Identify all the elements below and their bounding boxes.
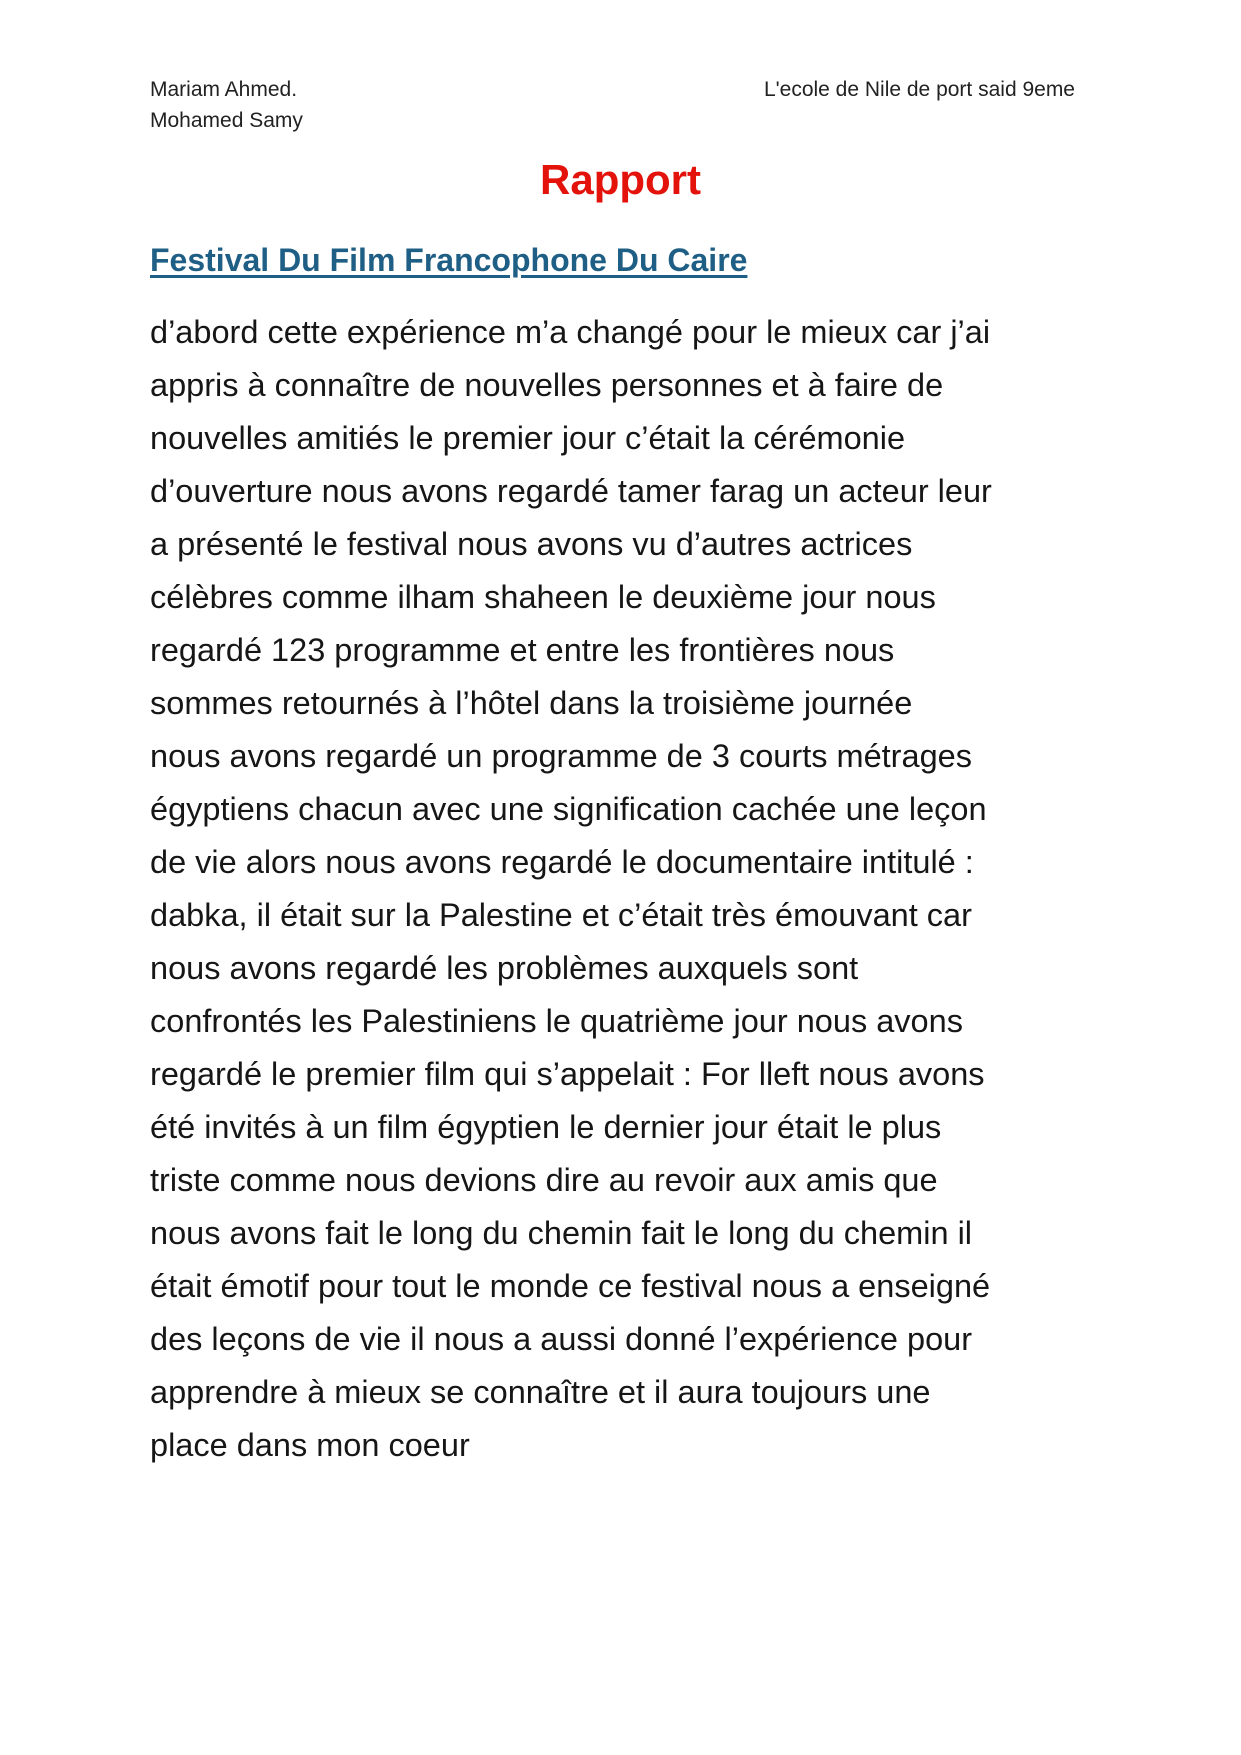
paragraph-line: nous avons fait le long du chemin fait le long du chemin il [150, 1215, 973, 1251]
paragraph-line: dabka, il était sur la Palestine et c’était très émouvant car [150, 897, 972, 933]
paragraph-line: confrontés les Palestiniens le quatrième jour nous avons [150, 1003, 963, 1039]
paragraph-line: regardé 123 programme et entre les frontières nous [150, 632, 895, 668]
paragraph-line: sommes retournés à l’hôtel dans la troisième journée [150, 685, 913, 721]
author-name: Mohamed Samy [150, 109, 303, 132]
paragraph-line: égyptiens chacun avec une signification cachée une leçon [150, 791, 987, 827]
paragraph-line: place dans mon coeur [150, 1427, 470, 1463]
paragraph-line: de vie alors nous avons regardé le documentaire intitulé : [150, 844, 974, 880]
paragraph-line: triste comme nous devions dire au revoir aux amis que [150, 1162, 938, 1198]
paragraph-line: d’abord cette expérience m’a changé pour le mieux car j’ai [150, 314, 991, 350]
paragraph-line: nouvelles amitiés le premier jour c’était la cérémonie [150, 420, 906, 456]
paragraph-line: des leçons de vie il nous a aussi donné l’expérience pour [150, 1321, 973, 1357]
author-names [150, 74, 303, 136]
body-paragraph [150, 306, 1100, 1472]
paragraph-line: regardé le premier film qui s’appelait : For lleft nous avons [150, 1056, 985, 1092]
author-name: Mariam Ahmed. [150, 78, 298, 101]
paragraph-line: a présenté le festival nous avons vu d’autres actrices [150, 526, 913, 562]
paragraph-line: nous avons regardé les problèmes auxquels sont [150, 950, 859, 986]
paragraph-line: apprendre à mieux se connaître et il aura toujours une [150, 1374, 931, 1410]
document-title: Rapport [540, 156, 701, 203]
school-name: L'ecole de Nile de port said 9eme [763, 78, 1075, 101]
paragraph-line: nous avons regardé un programme de 3 courts métrages [150, 738, 972, 774]
document-subtitle: Festival Du Film Francophone Du Caire [150, 242, 748, 278]
paragraph-line: d’ouverture nous avons regardé tamer farag un acteur leur [150, 473, 992, 509]
paragraph-line: été invités à un film égyptien le dernier jour était le plus [150, 1109, 942, 1145]
paragraph-line: célèbres comme ilham shaheen le deuxième jour nous [150, 579, 936, 615]
paragraph-line: était émotif pour tout le monde ce festival nous a enseigné [150, 1268, 991, 1304]
paragraph-line: appris à connaître de nouvelles personnes et à faire de [150, 367, 944, 403]
